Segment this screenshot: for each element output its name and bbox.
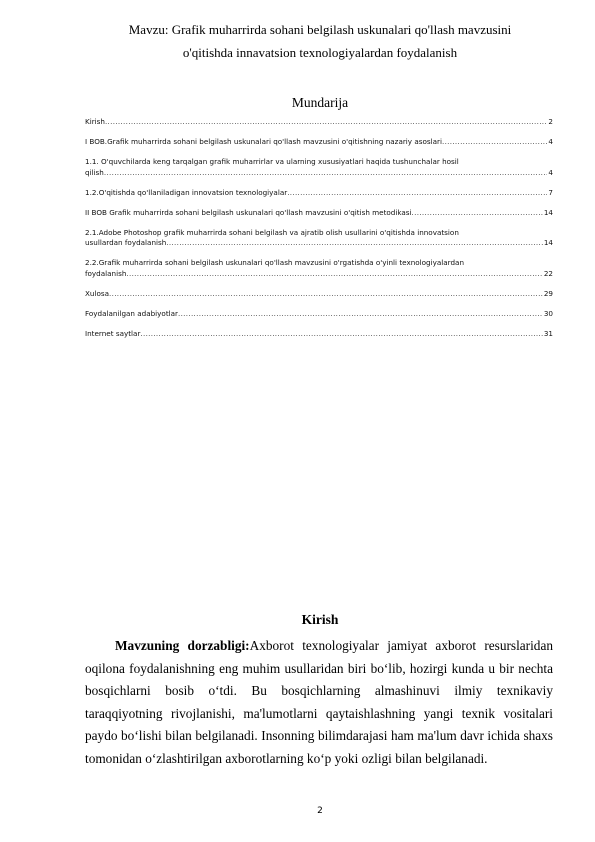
toc-entry[interactable] <box>85 188 553 199</box>
toc-entry-text-first-line: 2.2.Grafik muharrirda sohani belgilash uskunalari qo'llash mavzusini o'rgatishda o'yinli texnologiyalardan <box>85 258 465 267</box>
toc-entry[interactable] <box>85 329 553 340</box>
toc-entry[interactable] <box>85 309 553 320</box>
toc-entry-page: 22 <box>543 268 553 278</box>
toc-entry-text: II BOB Grafik muharrirda sohani belgilash uskunalari qo'llash mavzusini o'qitish metodikasi <box>85 207 412 217</box>
toc-entry-text: 1.2.O'qitishda qo'llaniladigan innovatsion texnologiyalar <box>85 187 288 197</box>
toc-entry-page: 4 <box>548 137 553 146</box>
toc-entry[interactable] <box>85 157 553 178</box>
toc-entry-text-first-line: 2.1.Adobe Photoshop grafik muharrirda sohani belgilash va ajratib olish usullarini o'qitishda innovatsion <box>85 227 459 237</box>
toc-entry[interactable] <box>85 258 553 279</box>
paragraph-text: Axborot texnologiyalar jamiyat axborot resurslaridan oqilona foydalanishning eng muhim usullaridan biri bo‘lib, hozirgi kunda u bir nechta bosqichlarni bosib o‘tdi. Bu bosqichlarning almashinuvi ilmiy texnikaviy taraqqiyotning rivojlanishi, ma'lumotlarni qaytaishlashning yangi texnik vositalari paydo bo‘lishi bilan belgilanadi. Insonning bilimdarajasi ham ma'lum davr ichida shaxs tomonidan o‘zlashtirilgan axborotlarning ko‘p yoki ozligi bilan belgilanadi. <box>85 638 553 766</box>
toc-entry[interactable] <box>85 137 553 148</box>
toc-entry[interactable] <box>85 117 553 128</box>
toc-entry-page: 2 <box>548 117 553 126</box>
document-title-line2: o'qitishda innavatsion texnologiyalardan foydalanish <box>182 45 458 60</box>
toc-entry-page: 14 <box>543 207 553 217</box>
toc-entry[interactable] <box>85 228 553 249</box>
page-number: 2 <box>317 806 323 816</box>
toc-entry-text: Kirish <box>85 117 105 126</box>
toc-heading: Mundarija <box>291 95 349 110</box>
paragraph-lead: Mavzuning dorzabligi: <box>115 638 250 653</box>
toc-entry-text-first-line: 1.1. O'quvchilarda keng tarqalgan grafik muharrirlar va ularning xususiyatlari haqida tushunchalar hosil <box>85 157 459 166</box>
section-heading: Kirish <box>301 612 339 627</box>
toc-entry-page: 4 <box>548 167 553 177</box>
toc-entry-page: 7 <box>548 187 553 197</box>
toc-entry-page: 14 <box>543 238 553 247</box>
section-paragraph <box>85 635 553 770</box>
toc-entry[interactable] <box>85 208 553 219</box>
toc-entry[interactable] <box>85 289 553 300</box>
toc-entry-text: foydalanish <box>85 268 127 278</box>
document-title-line1: Mavzu: Grafik muharrirda sohani belgilash uskunalari qo'llash mavzusini <box>128 22 512 37</box>
toc-entry-page: 31 <box>543 328 553 338</box>
toc-entry-text: Internet saytlar <box>85 328 141 338</box>
toc-entry-text: usullardan foydalanish <box>85 238 167 247</box>
toc-entry-text: qilish <box>85 167 104 177</box>
toc-entry-text: Foydalanilgan adabiyotlar <box>85 308 179 318</box>
toc-entry-text: I BOB.Grafik muharrirda sohani belgilash uskunalari qo'llash mavzusini o'qitishning nazariy asoslari <box>85 137 442 146</box>
table-of-contents <box>85 117 553 349</box>
toc-entry-page: 30 <box>543 308 553 318</box>
toc-entry-page: 29 <box>543 288 553 298</box>
toc-entry-text: Xulosa <box>85 288 110 298</box>
